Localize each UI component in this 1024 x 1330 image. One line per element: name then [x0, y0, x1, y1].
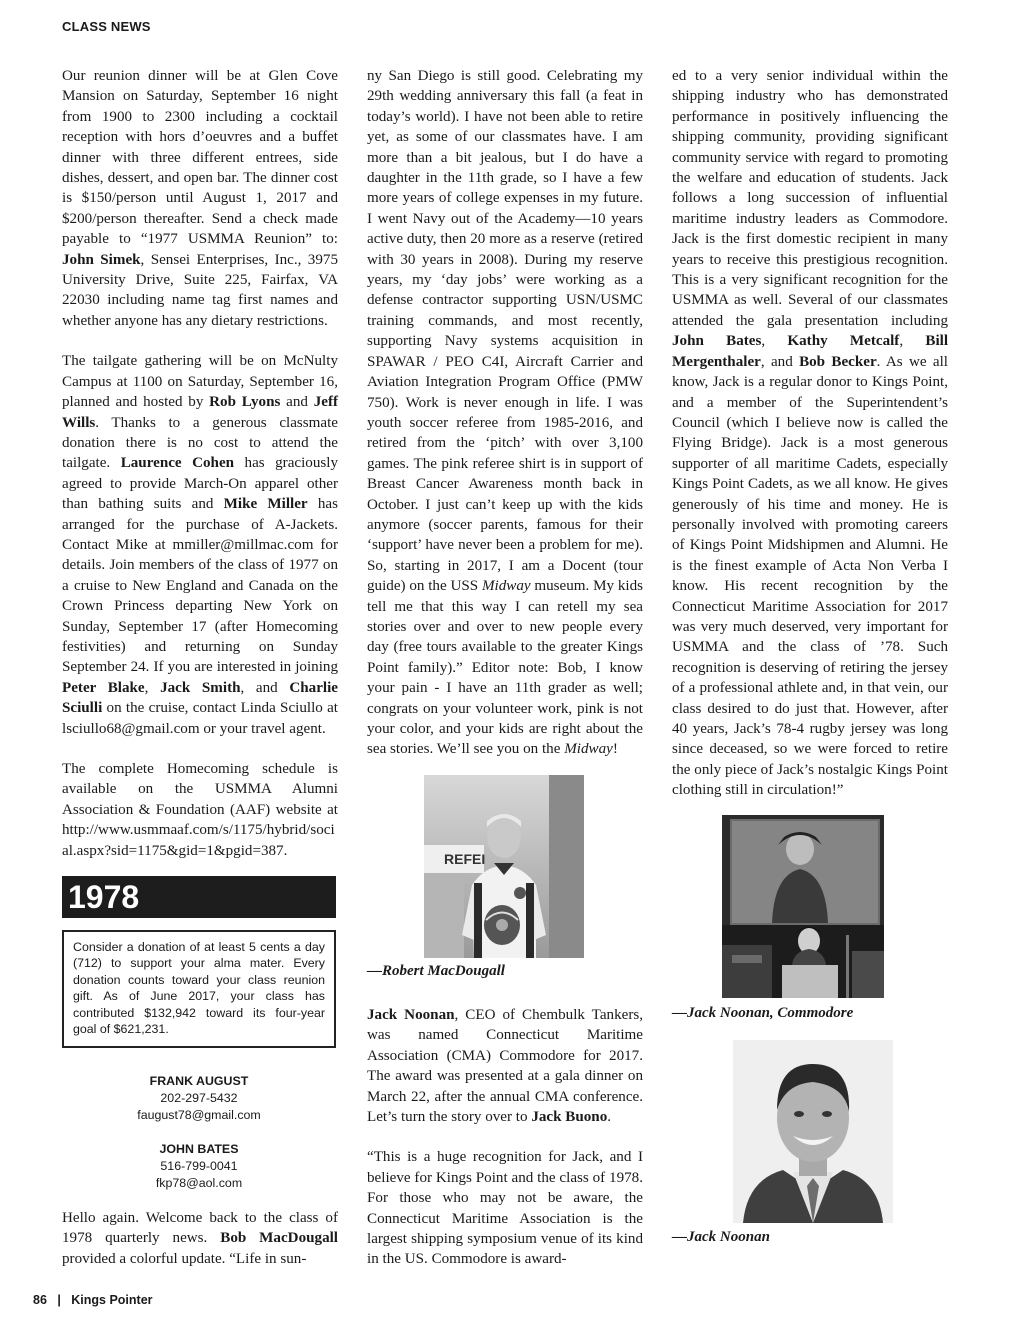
- contact-phone: 516-799-0041: [160, 1159, 238, 1173]
- section-header: CLASS NEWS: [62, 19, 151, 34]
- column-3: [672, 66, 948, 801]
- gala-photo-image: [722, 815, 884, 998]
- contact-john-bates: [62, 1141, 336, 1192]
- footer-separator: |: [57, 1293, 61, 1307]
- text-run: , and: [760, 353, 800, 370]
- text-run: ,: [899, 333, 926, 350]
- contact-frank-august: [62, 1073, 336, 1124]
- ship-name-midway: Midway: [564, 741, 613, 758]
- text-run: ,: [761, 333, 788, 350]
- donation-box: Consider a donation of at least 5 cents a day (712) to support your alma mater. Every donation counts toward your class reunion gift. As of June 2017, your class has contributed $132,942 toward its four-year goal of $621,231.: [62, 930, 336, 1048]
- text-run: , CEO of Chembulk Tankers, was named Connecticut Maritime Association (CMA) Commodore for 2017. The award was presented at a gala dinner on March 22, after the annual CMA conference. Let’s turn the story over to: [367, 1007, 643, 1126]
- noonan-commodore-paragraph: [367, 1005, 643, 1127]
- text-run: ,: [144, 679, 161, 696]
- name-bill-mergenthaler: Bill Mergenthaler: [672, 333, 949, 370]
- text-run: , and: [240, 679, 290, 696]
- contact-email: faugust78@gmail.com: [137, 1108, 261, 1122]
- commodore-award-paragraph: [672, 66, 948, 801]
- text-run: , Sensei Enterprises, Inc., 3975 University Drive, Suite 225, Fairfax, VA 22030 including name tag first names and whether anyone has any dietary restrictions.: [62, 251, 338, 329]
- tailgate-paragraph: [62, 351, 338, 739]
- name-mike-miller: Mike Miller: [223, 496, 308, 513]
- noonan-story: [367, 1005, 643, 1270]
- name-john-simek: John Simek: [62, 251, 141, 268]
- name-bob-macdougall: Bob MacDougall: [220, 1230, 338, 1247]
- text-run: !: [612, 741, 618, 758]
- recognition-paragraph: “This is a huge recognition for Jack, and I believe for Kings Point and the class of 1978. For those who may not be aware, the Connecticut Maritime Association is the largest shipping symposium venue of its kind in the US. Commodore is award-: [367, 1149, 643, 1268]
- text-run: Hello again. Welcome back to the class of 1978 quarterly news.: [62, 1210, 338, 1247]
- contact-email: fkp78@aol.com: [155, 1176, 243, 1190]
- text-run: Our reunion dinner will be at Glen Cove Mansion on Saturday, September 16 night from 1900 to 2300 including a cocktail reception with hors d’oeuvres and a buffet dinner with three different entrees, side dishes, dessert, and open bar. The dinner cost is $150/person until August 1, 2017 and $200/person thereafter. Send a check made payable to “1977 USMMA Reunion” to:: [62, 68, 338, 248]
- text-run: . As we all know, Jack is a regular donor to Kings Point, and a member of the Superintendent’s Council (which I believe now is called the Flying Bridge). Jack is a most generous supporter of all maritime Cadets, especially Kings Point Cadets, as we all know. He gives generously of his time and money. He is personally involved with promoting careers of Kings Point Midshipmen and Alumni. He is the finest example of Acta Non Verba I know. His recent recognition by the Connecticut Maritime Association for 2017 was very much deserved, very important for USMMA and the class of ’78. Such recognition is deserving of retiring the jersey of a professional athlete and, in that vein, our class desired to do just that. However, after 40 years, Jack’s 78-4 rugby jersey was long since deceased, so we were forced to retire the only piece of Jack’s nostalgic Kings Point clothing still in circulation!”: [672, 353, 948, 799]
- class-year-banner: 1978: [62, 876, 336, 918]
- text-run: on the cruise, contact Linda Sciullo at lsciullo68@gmail.com or your travel agent.: [62, 700, 338, 737]
- publication-name: Kings Pointer: [71, 1293, 153, 1307]
- name-bob-becker: Bob Becker: [799, 353, 877, 370]
- reunion-dinner-paragraph: [62, 66, 338, 331]
- macdougall-update-paragraph: [367, 66, 643, 760]
- name-jack-smith: Jack Smith: [160, 679, 241, 696]
- name-peter-blake: Peter Blake: [62, 679, 145, 696]
- contact-phone: 202-297-5432: [160, 1091, 238, 1105]
- text-run: ny San Diego is still good. Celebrating my 29th wedding anniversary this fall (a feat in today’s world). I have not been able to retire yet, as some of our classmates have. I am more than a bit jealous, but I do have a daughter in the 11th grade, so I have a few more years of college expenses in my future. I went Navy out of the Academy—10 years active duty, then 20 more as a reserve (retired with 30 years in 2008). During my reserve years, my ‘day jobs’ were working as a defense contractor supporting USN/USMC training commands, and most recently, supporting Navy systems acquisition in SPAWAR / PEO C4I, Aircraft Carrier and Aviation Integration Program Office (PMW 750). Work is never enough in life. I was youth soccer referee from 1985-2016, and retired from the ‘pitch’ with over 3,100 games. The pink referee shirt is in support of Breast Cancer Awareness month back in October. I just can’t keep up with the kids anymore (soccer parents, famous for their ‘support’ have never been a problem for me). So, starting in 2017, I am a Docent (tour guide) on the USS: [367, 68, 643, 595]
- text-run: . Thanks to a generous classmate donation there is no cost to attend the tailgate.: [62, 414, 338, 472]
- photo-robert-macdougall: [424, 775, 584, 958]
- headshot-photo-image: [733, 1040, 893, 1223]
- name-charlie-sciulli: Charlie Sciulli: [62, 679, 338, 717]
- photo-caption-jack-noonan-commodore: —Jack Noonan, Commodore: [672, 1005, 854, 1021]
- text-run: .: [607, 1109, 612, 1126]
- page-footer: [33, 1293, 153, 1307]
- text-run: has graciously agreed to provide March-On apparel other than bathing suits and: [62, 455, 339, 513]
- photo-caption-robert-macdougall: —Robert MacDougall: [367, 963, 505, 979]
- homecoming-schedule-paragraph: The complete Homecoming schedule is available on the USMMA Alumni Association & Foundation (AAF) website at http://www.usmmaaf.com/s/1175/hybrid/social.aspx?sid=1175&gid=1&pgid=387.: [62, 761, 338, 859]
- photo-jack-noonan-commodore: [722, 815, 884, 998]
- sign-text: REFEI: [444, 851, 486, 867]
- intro-paragraph: [62, 1208, 338, 1269]
- text-run: provided a colorful update. “Life in sun-: [62, 1250, 307, 1267]
- text-run: ed to a very senior individual within the shipping industry who has demonstrated performance in positively influencing the shipping community, providing significant community service with regard to promoting the welfare and education of students. Jack follows a long succession of influential maritime industry leaders as Commodore. Jack is the first domestic recipient in many years to receive this prestigious recognition. This is a very significant recognition for the USMMA as well. Several of our classmates attended the gala presentation including: [672, 68, 948, 329]
- name-rob-lyons: Rob Lyons: [209, 394, 281, 411]
- photo-caption-jack-noonan: —Jack Noonan: [672, 1229, 770, 1245]
- name-laurence-cohen: Laurence Cohen: [120, 455, 235, 472]
- contact-name: JOHN BATES: [159, 1142, 239, 1156]
- column-2: [367, 66, 643, 760]
- contact-name: FRANK AUGUST: [149, 1074, 249, 1088]
- column-1: [62, 66, 338, 861]
- name-jack-buono: Jack Buono: [531, 1109, 608, 1126]
- photo-jack-noonan: [733, 1040, 893, 1223]
- text-run: museum. My kids tell me that this way I can retell my sea stories over and over to new people every day (free tours available to the greater Kings Point family).” Editor note: Bob, I know your pain - I have an 11th grader as well; congrats on your volunteer work, pink is not your color, and your kids are right about the sea stories. We’ll see you on the: [367, 578, 643, 758]
- text-run: The tailgate gathering will be on McNulty Campus at 1100 on Saturday, September 16, planned and hosted by: [62, 353, 338, 411]
- referee-photo-image: [424, 775, 584, 958]
- name-jack-noonan: Jack Noonan: [367, 1007, 455, 1023]
- ship-name-midway: Midway: [481, 578, 531, 595]
- text-run: and: [280, 394, 314, 411]
- text-run: has arranged for the purchase of A-Jackets. Contact Mike at mmiller@millmac.com for details. Join members of the class of 1977 on a cruise to New England and Canada on the Crown Princess departing New York on Sunday, September 17 (after Homecoming festivities) and returning on Sunday September 24. If you are interested in joining: [62, 496, 338, 676]
- class-1978-intro: [62, 1208, 338, 1269]
- name-john-bates: John Bates: [672, 333, 762, 350]
- page-number: 86: [33, 1293, 47, 1307]
- name-jeff-wills: Jeff Wills: [62, 394, 339, 431]
- name-kathy-metcalf: Kathy Metcalf: [787, 333, 900, 350]
